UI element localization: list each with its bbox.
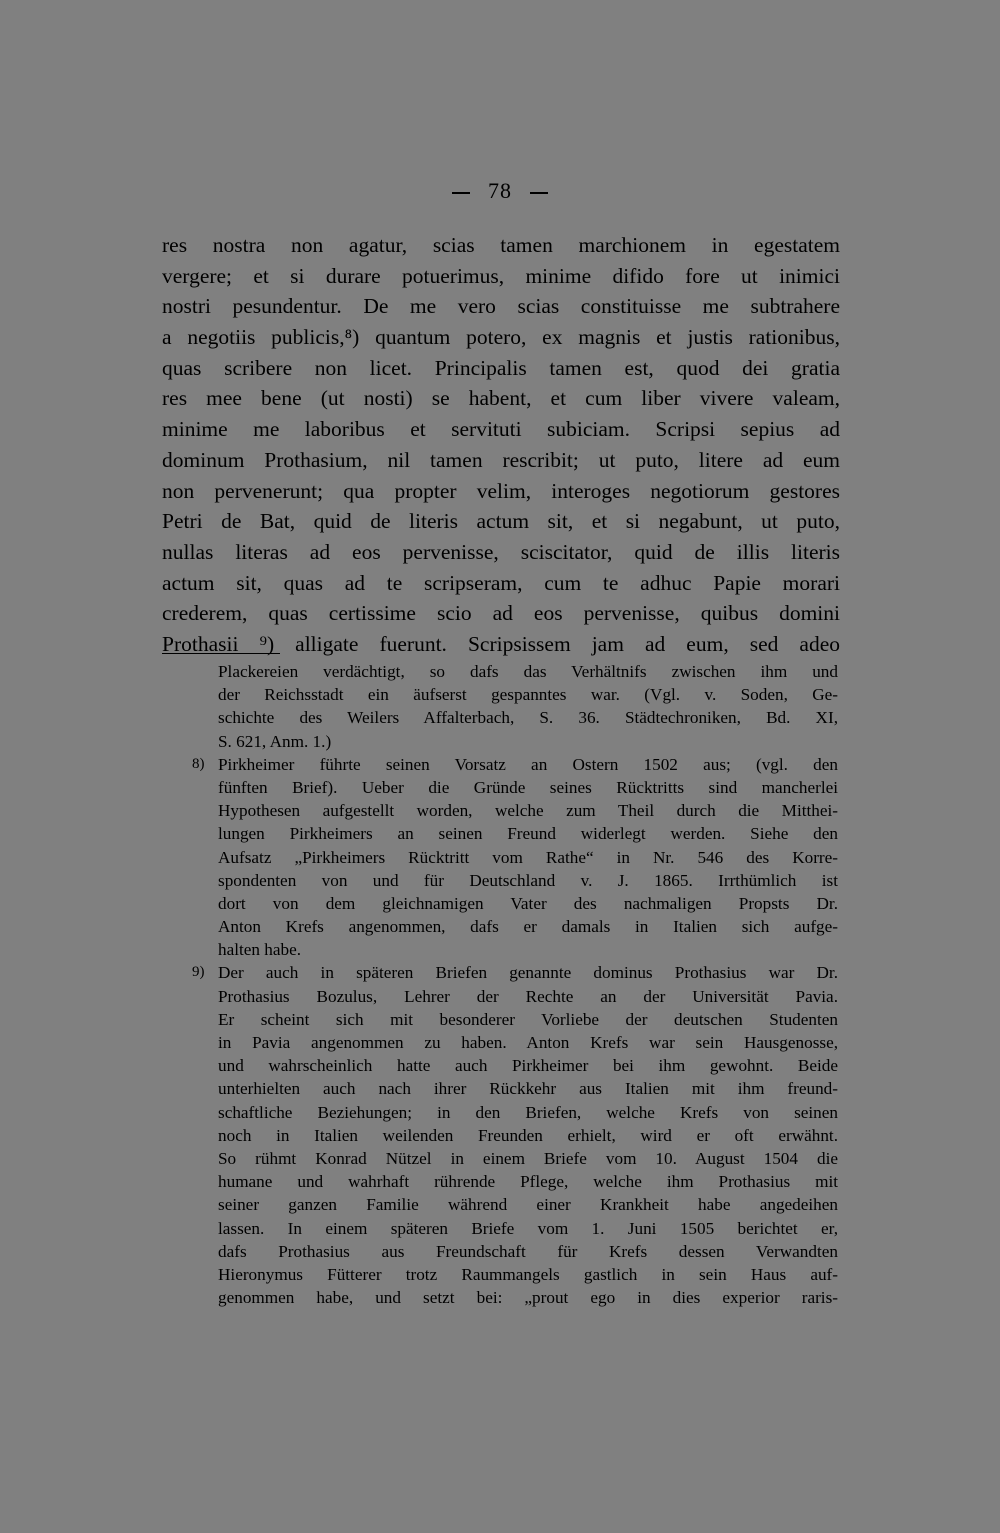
footnote-line: genommen habe, und setzt bei: „prout ego in dies experior raris- [218,1288,838,1308]
body-line: res mee bene (ut nosti) se habent, et cum liber vivere valeam, [162,386,840,411]
footnote-marker: 8) [192,755,205,772]
footnote-line: Hieronymus Fütterer trotz Raummangels gastlich in sein Haus auf- [218,1264,838,1284]
footnote-line: der Reichsstadt ein äufserst gespanntes war. (Vgl. v. Soden, Ge- [218,685,838,705]
footnote-line: So rühmt Konrad Nützel in einem Briefe vom 10. August 1504 die [218,1148,838,1168]
footnote-line: Pirkheimer führte seinen Vorsatz an Ostern 1502 aus; (vgl. den [218,754,838,774]
footnote-line: halten habe. [218,940,302,960]
footnote-line: fünften Brief). Ueber die Gründe seines Rücktritts sind mancherlei [218,777,838,797]
footnote-8 [192,753,838,962]
body-line: quas scribere non licet. Principalis tamen est, quod dei gratia [162,355,840,380]
footnote-line: dort von dem gleichnamigen Vater des nachmaligen Propsts Dr. [218,893,838,913]
body-line: crederem, quas certissime scio ad eos pervenisse, quibus domini [162,601,840,626]
footnote-marker: 9) [192,964,205,981]
body-line: Petri de Bat, quid de literis actum sit, et si negabunt, ut puto, [162,509,840,534]
body-line: a negotiis publicis,⁸) quantum potero, ex magnis et justis rationibus, [162,325,840,350]
footnotes [192,660,838,1309]
footnote-line: Anton Krefs angenommen, dafs er damals in Italien sich aufge- [218,917,838,937]
body-line: vergere; et si durare potuerimus, minime difido fore ut inimici [162,263,840,288]
footnote-line: Aufsatz „Pirkheimers Rücktritt vom Rathe“ in Nr. 546 des Korre- [218,847,838,867]
footnote-line: humane und wahrhaft rührende Pflege, welche ihm Prothasius mit [218,1172,838,1192]
body-line: dominum Prothasium, nil tamen rescribit; ut puto, litere ad eum [162,447,840,472]
body-line: nostri pesundentur. De me vero scias constituisse me subtrahere [162,294,840,319]
footnote-line: spondenten von und für Deutschland v. J. 1865. Irrthümlich ist [218,870,838,890]
page-number: 78 [488,178,512,203]
left-dash [452,192,470,194]
main-body-text [162,230,840,660]
footnote-line: schichte des Weilers Affalterbach, S. 36. Städtechroniken, Bd. XI, [218,708,838,728]
footnote-line: in Pavia angenommen zu haben. Anton Krefs war sein Hausgenosse, [218,1033,838,1052]
footnote-line: lassen. In einem späteren Briefe vom 1. Juni 1505 berichtet er, [218,1218,838,1238]
footnote-separator-rule [162,653,280,654]
footnote-line: Prothasius Bozulus, Lehrer der Rechte an der Universität Pavia. [218,986,838,1006]
body-line: res nostra non agatur, scias tamen marchionem in egestatem [162,233,840,257]
footnote-line: S. 621, Anm. 1.) [218,731,332,751]
footnote-line: Plackereien verdächtigt, so dafs das Verhältnifs zwischen ihm und [218,662,838,681]
footnote-line: Der auch in späteren Briefen genannte dominus Prothasius war Dr. [218,963,838,983]
right-dash [530,192,548,194]
footnote-line: Er scheint sich mit besonderer Vorliebe der deutschen Studenten [218,1009,838,1029]
footnote-line: Hypothesen aufgestellt worden, welche zum Theil durch die Mitthei- [218,801,838,821]
body-line: actum sit, quas ad te scripseram, cum te adhuc Papie morari [162,570,840,595]
footnote-line: schaftliche Beziehungen; in den Briefen, welche Krefs von seinen [218,1102,838,1122]
body-line: Prothasii ⁹) alligate fuerunt. Scripsissem jam ad eum, sed adeo [162,631,840,656]
footnote-line: unterhielten auch nach ihrer Rückkehr aus Italien mit ihm freund- [218,1079,838,1099]
footnote-line: und wahrscheinlich hatte auch Pirkheimer bei ihm gewohnt. Beide [218,1056,838,1076]
body-line: nullas literas ad eos pervenisse, sciscitator, quid de illis literis [162,539,840,564]
footnote-line: seiner ganzen Familie während einer Krankheit habe angedeihen [218,1195,838,1215]
footnote-9 [192,961,838,1309]
page-number-header [0,178,1000,204]
footnote-line: dafs Prothasius aus Freundschaft für Krefs dessen Verwandten [218,1241,838,1261]
footnote-continued [218,660,838,753]
footnote-line: lungen Pirkheimers an seinen Freund widerlegt werden. Siehe den [218,824,838,844]
body-line: minime me laboribus et servituti subiciam. Scripsi sepius ad [162,417,840,442]
footnote-line: noch in Italien weilenden Freunden erhielt, wird er oft erwähnt. [218,1125,838,1145]
body-line: non pervenerunt; qua propter velim, interoges negotiorum gestores [162,478,840,503]
